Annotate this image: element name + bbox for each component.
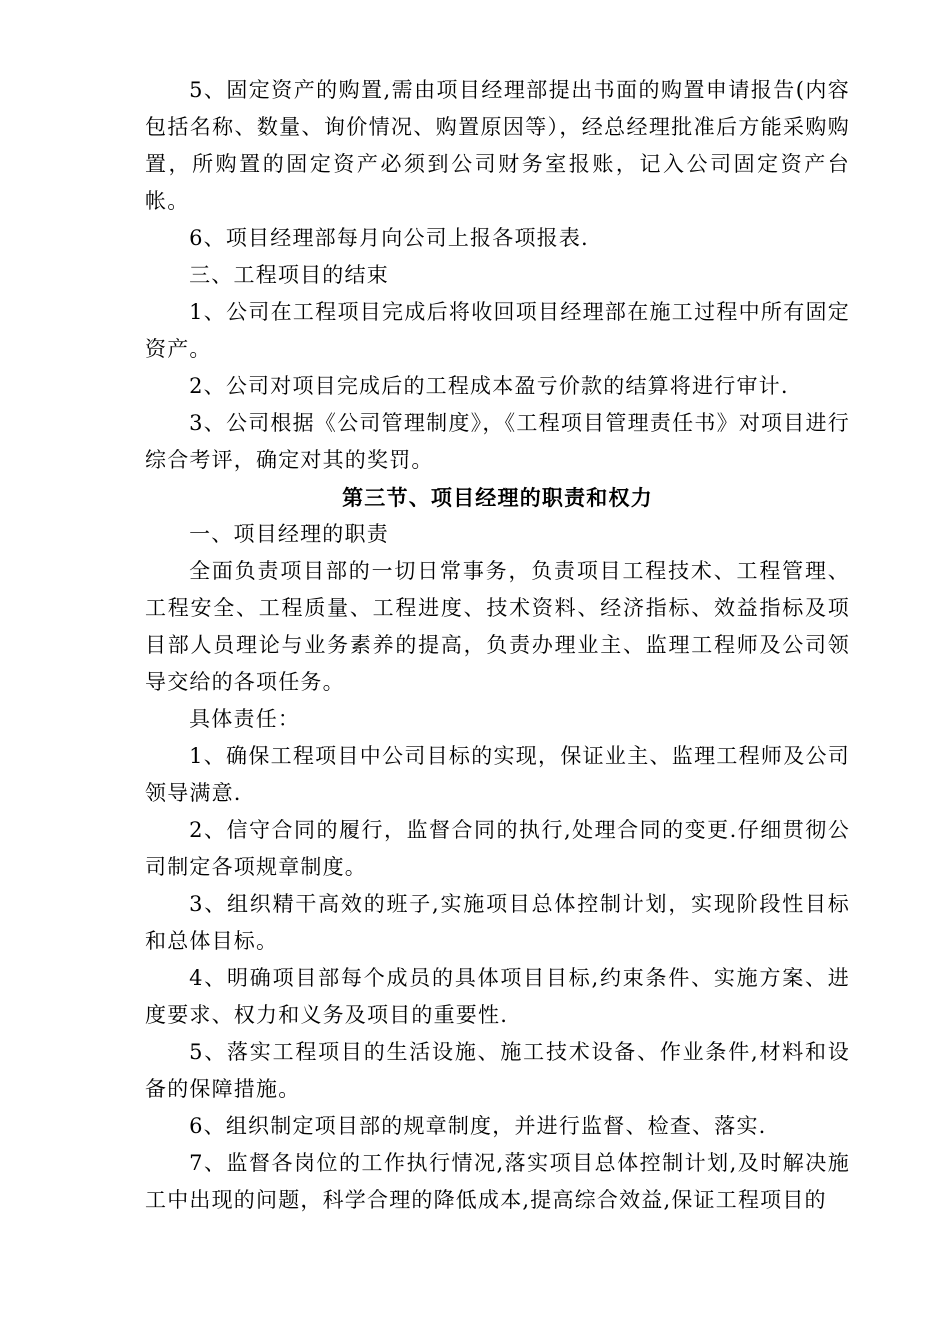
duty-item-7: 7、监督各岗位的工作执行情况,落实项目总体控制计划,及时解决施工中出现的问题，科学合理的降低成本,提高综合效益,保证工程项目的 (145, 1151, 850, 1212)
duty-item-3: 3、组织精干高效的班子,实施项目总体控制计划，实现阶段性目标和总体目标。 (145, 892, 850, 953)
paragraph-evaluation: 3、公司根据《公司管理制度》，《工程项目管理责任书》对项目进行综合考评，确定对其的奖罚。 (145, 411, 850, 472)
label-specific-duties: 具体责任： (189, 707, 301, 731)
section-heading: 第三节、项目经理的职责和权力 (342, 485, 653, 510)
duty-item-1: 1、确保工程项目中公司目标的实现，保证业主、监理工程师及公司领导满意. (145, 744, 850, 805)
paragraph-asset-purchase: 5、固定资产的购置,需由项目经理部提出书面的购置申请报告(内容包括名称、数量、询价情况、购置原因等），经总经理批准后方能采购购置，所购置的固定资产必须到公司财务室报账，记入公司固定资产台帐。 (145, 78, 850, 213)
paragraph-overall-duties: 全面负责项目部的一切日常事务，负责项目工程技术、工程管理、工程安全、工程质量、工程进度、技术资料、经济指标、效益指标及项目部人员理论与业务素养的提高，负责办理业主、监理工程师及公司领导交给的各项任务。 (145, 559, 850, 694)
subheading-manager-duties: 一、项目经理的职责 (189, 522, 389, 546)
duty-item-2: 2、信守合同的履行，监督合同的执行,处理合同的变更.仔细贯彻公司制定各项规章制度。 (145, 818, 850, 879)
duty-item-4: 4、明确项目部每个成员的具体项目目标,约束条件、实施方案、进度要求、权力和义务及项目的重要性. (145, 966, 850, 1027)
paragraph-recover-assets: 1、公司在工程项目完成后将收回项目经理部在施工过程中所有固定资产。 (145, 300, 850, 361)
paragraph-monthly-report: 6、项目经理部每月向公司上报各项报表. (189, 226, 589, 250)
paragraph-audit: 2、公司对项目完成后的工程成本盈亏价款的结算将进行审计. (189, 374, 789, 398)
subheading-project-end: 三、工程项目的结束 (189, 263, 389, 287)
duty-item-6: 6、组织制定项目部的规章制度，并进行监督、检查、落实. (189, 1114, 767, 1138)
duty-item-5: 5、落实工程项目的生活设施、施工技术设备、作业条件,材料和设备的保障措施。 (145, 1040, 850, 1101)
